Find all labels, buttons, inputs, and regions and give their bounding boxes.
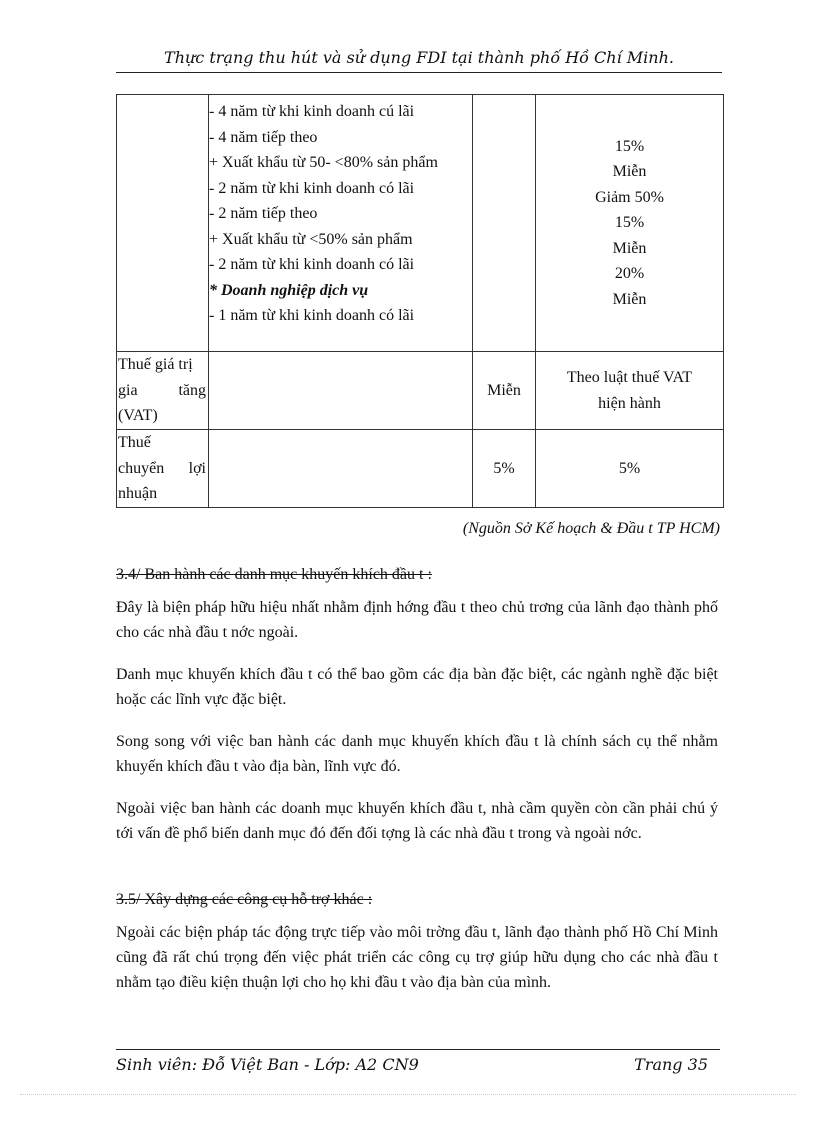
paragraph: Danh mục khuyến khích đầu t có thể bao gồm các địa bàn đặc biệt, các ngành nghề đặc biệt hoặc các lĩnh vực đặc biệt.	[116, 666, 718, 708]
table-row	[117, 95, 724, 352]
table-cell	[536, 352, 724, 430]
table-cell-line: - 2 năm từ khi kinh doanh có lãi	[209, 179, 415, 197]
table-cell: 5%	[473, 430, 536, 508]
table-cell-line: Miễn	[612, 290, 647, 308]
table-cell-line	[118, 378, 208, 404]
table-cell-word: lợi	[188, 459, 206, 477]
table-cell-line	[118, 456, 208, 482]
bottom-divider	[20, 1094, 796, 1095]
source-note: (Nguồn Sở Kế hoạch & Đầu t TP HCM)	[462, 520, 720, 537]
table-cell	[117, 95, 209, 352]
footer-student: Sinh viên: Đỗ Việt Ban - Lớp: A2 CN9	[116, 1055, 419, 1074]
table-cell-line: Theo luật thuế VAT	[566, 369, 693, 386]
table-cell-line: - 2 năm tiếp theo	[209, 205, 318, 222]
table-cell-line: Giảm 50%	[595, 188, 664, 206]
table-row	[117, 430, 724, 508]
table-cell-word: chuyển	[118, 459, 165, 477]
table-cell-line: Thuế	[118, 434, 151, 452]
table-cell	[209, 430, 473, 508]
tax-incentive-table	[116, 94, 724, 508]
table-cell-line: nhuận	[118, 485, 158, 503]
table-cell-word: gia	[118, 381, 138, 399]
table-cell	[117, 352, 209, 430]
table-cell-line: * Doanh nghiệp dịch vụ	[209, 281, 369, 299]
page-header	[116, 48, 722, 73]
table-cell	[209, 95, 473, 352]
table-cell-line: - 4 năm từ khi kinh doanh cú lãi	[209, 103, 415, 120]
table-row	[117, 352, 724, 430]
paragraph: Đây là biện pháp hữu hiệu nhất nhằm định hớng đầu t theo chủ trơng của lãnh đạo thành phố cho các nhà đầu t nớc ngoài.	[116, 599, 718, 641]
table-cell-line: - 2 năm từ khi kinh doanh có lãi	[209, 256, 415, 273]
section-title: 3.5/ Xây dựng các công cụ hỗ trợ khác :	[116, 891, 373, 908]
table-cell-line: Miễn	[612, 163, 647, 181]
table-cell-line: (VAT)	[118, 407, 158, 425]
table-cell: Miễn	[473, 352, 536, 430]
table-cell-line: - 4 năm tiếp theo	[209, 128, 318, 146]
table-cell-word: tăng	[178, 381, 206, 399]
table-cell-line: + Xuất khẩu từ <50% sản phẩm	[209, 230, 413, 248]
table-cell-line: + Xuất khẩu từ 50- <80% sản phẩm	[209, 154, 438, 171]
footer-page-number: Trang 35	[634, 1055, 708, 1074]
section-title: 3.4/ Ban hành các danh mục khuyến khích đầu t :	[116, 566, 432, 583]
table-cell-line: 15%	[614, 137, 645, 155]
paragraph: Ngoài việc ban hành các doanh mục khuyến khích đầu t, nhà cầm quyền còn cần phải chú ý tới vấn đề phổ biến danh mục đó đến đối tợng là các nhà đầu t trong và ngoài nớc.	[116, 800, 718, 842]
table-cell-line: 15%	[614, 214, 645, 232]
table-cell	[117, 430, 209, 508]
table-cell	[209, 352, 473, 430]
table-cell-line: hiện hành	[598, 394, 661, 412]
header-title: Thực trạng thu hút và sử dụng FDI tại thành phố Hồ Chí Minh.	[164, 48, 674, 67]
table-cell-line: Thuế giá trị	[118, 356, 193, 374]
table-cell	[473, 95, 536, 352]
paragraph: Ngoài các biện pháp tác động trực tiếp vào môi trờng đầu t, lãnh đạo thành phố Hồ Chí Minh cũng đã rất chú trọng đến việc phát triển các công cụ trợ giúp hữu dụng cho các nhà đầu t nhằm tạo điều kiện thuận lợi cho họ khi đầu t vào địa bàn của mình.	[116, 924, 718, 991]
table-cell	[536, 95, 724, 352]
paragraph: Song song với việc ban hành các danh mục khuyến khích đầu t là chính sách cụ thể nhằm khuyến khích đầu t vào địa bàn, lĩnh vực đó.	[116, 733, 718, 775]
table-cell-line: 20%	[614, 265, 645, 283]
table-cell-line: Miễn	[612, 239, 647, 257]
table-cell: 5%	[536, 430, 724, 508]
page-footer	[116, 1049, 720, 1074]
table-cell-line: - 1 năm từ khi kinh doanh có lãi	[209, 307, 415, 324]
